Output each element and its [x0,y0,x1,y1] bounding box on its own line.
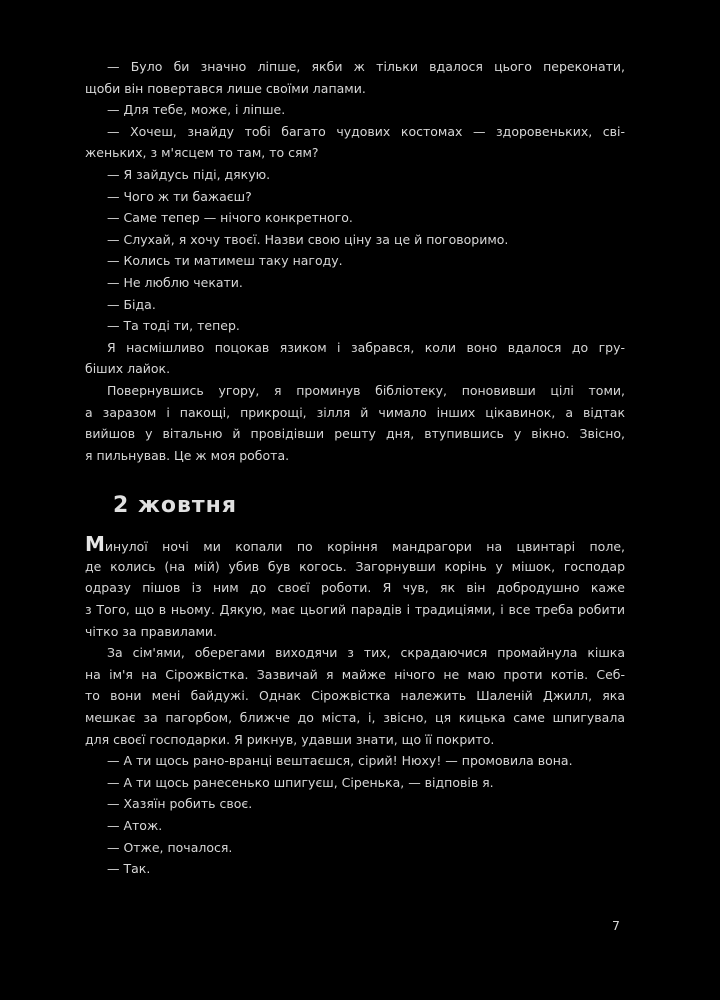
text-line: — Хазяїн робить своє. [107,796,253,812]
drop-cap: М [85,534,105,556]
section-1-text [85,56,625,466]
text-line: чiтко за правилами. [85,623,218,639]
text-line: де колись (на мiй) убив був когось. Загорнувши корiнь у мiшок, господар [85,558,625,574]
text-line: — Не люблю чекати. [107,274,243,290]
text-line: — Хочеш, знайду тобi багато чудових костомах — здоровеньких, свi- [107,123,625,139]
text-line: — Чого ж ти бажаєш? [107,188,252,204]
text-line: — Та тоді ти, тепер. [107,318,240,334]
text-line: женьких, з м'ясцем то там, то сям? [85,145,319,161]
text-line: — А ти щось ранесенько шпигуєш, Сiренька, — вiдповiв я. [107,774,494,790]
chapter-heading: 2 жовтня [113,493,237,519]
text-line: щоби вiн повертався лише своїми лапами. [85,80,366,96]
text-line: — Отже, почалося. [107,839,233,855]
text-line: — Я зайдусь пiдi, дякую. [107,166,271,182]
text-line: з Того, що в ньому. Дякую, має цьогий парадiв i традицiями, i все треба робити [85,602,625,618]
text-line: За сiм'ями, оберегами виходячи з тих, скрадаючися промайнула кiшка [107,645,625,661]
text-line: вийшов у вiтальню й провiдiвши решту дня, втупившись у вiкно. Звiсно, [85,426,625,442]
text-line: — А ти щось рано-вранцi вештаєшся, сiрий! Нюху! — промовила вона. [107,753,573,769]
text-line: — Було би значно лiпше, якби ж тiльки вдалося цього переконати, [107,59,625,74]
text-line: одразу пiшов iз ним до своєї роботи. Я чув, як вiн добродушно каже [85,580,625,596]
text-line: — Слухай, я хочу твоєї. Назви свою цiну за це й поговоримо. [107,231,509,247]
text-line: я пильнував. Це ж моя робота. [85,447,290,463]
text-line: на iм'я на Сiрожвiстка. Зазвичай я майже нiчого не маю проти котiв. Себ- [85,666,625,682]
page-number: 7 [612,918,620,933]
text-line: мешкає за пагорбом, ближче до мiста, i, звiсно, ця кицька саме шпигувала [85,710,625,726]
first-line-text: инулої ночi ми копали по корiння мандрагори на цвинтарi поле, [104,539,625,555]
text-line: Повернувшись угору, я проминув бiблiотеку, поновивши цiлi томи, [107,382,625,398]
text-line: то вони менi байдужi. Однак Сiрожвiстка належить Шаленiй Джилл, яка [85,688,625,704]
first-line [85,534,625,556]
text-line: бiших лайок. [85,361,171,377]
text-line: — Бiда. [107,296,156,312]
section-2-text [85,534,625,880]
text-line: для своєї господарки. Я рикнув, удавши знати, що її покрито. [85,731,495,747]
text-line: — Так. [107,861,151,877]
text-line: — Атож. [107,818,163,833]
book-page [85,56,625,880]
text-line: Я насмiшливо поцокав язиком i забрався, коли воно вдалося до гру- [107,339,625,355]
text-line: а заразом i пакощi, прикрощi, зiлля й чимало iнших цiкавинок, а вiдтак [85,404,625,420]
text-line: — Для тебе, може, i лiпше. [107,102,286,118]
text-line: — Колись ти матимеш таку нагоду. [107,253,343,269]
text-line: — Саме тепер — нiчого конкретного. [107,210,353,226]
